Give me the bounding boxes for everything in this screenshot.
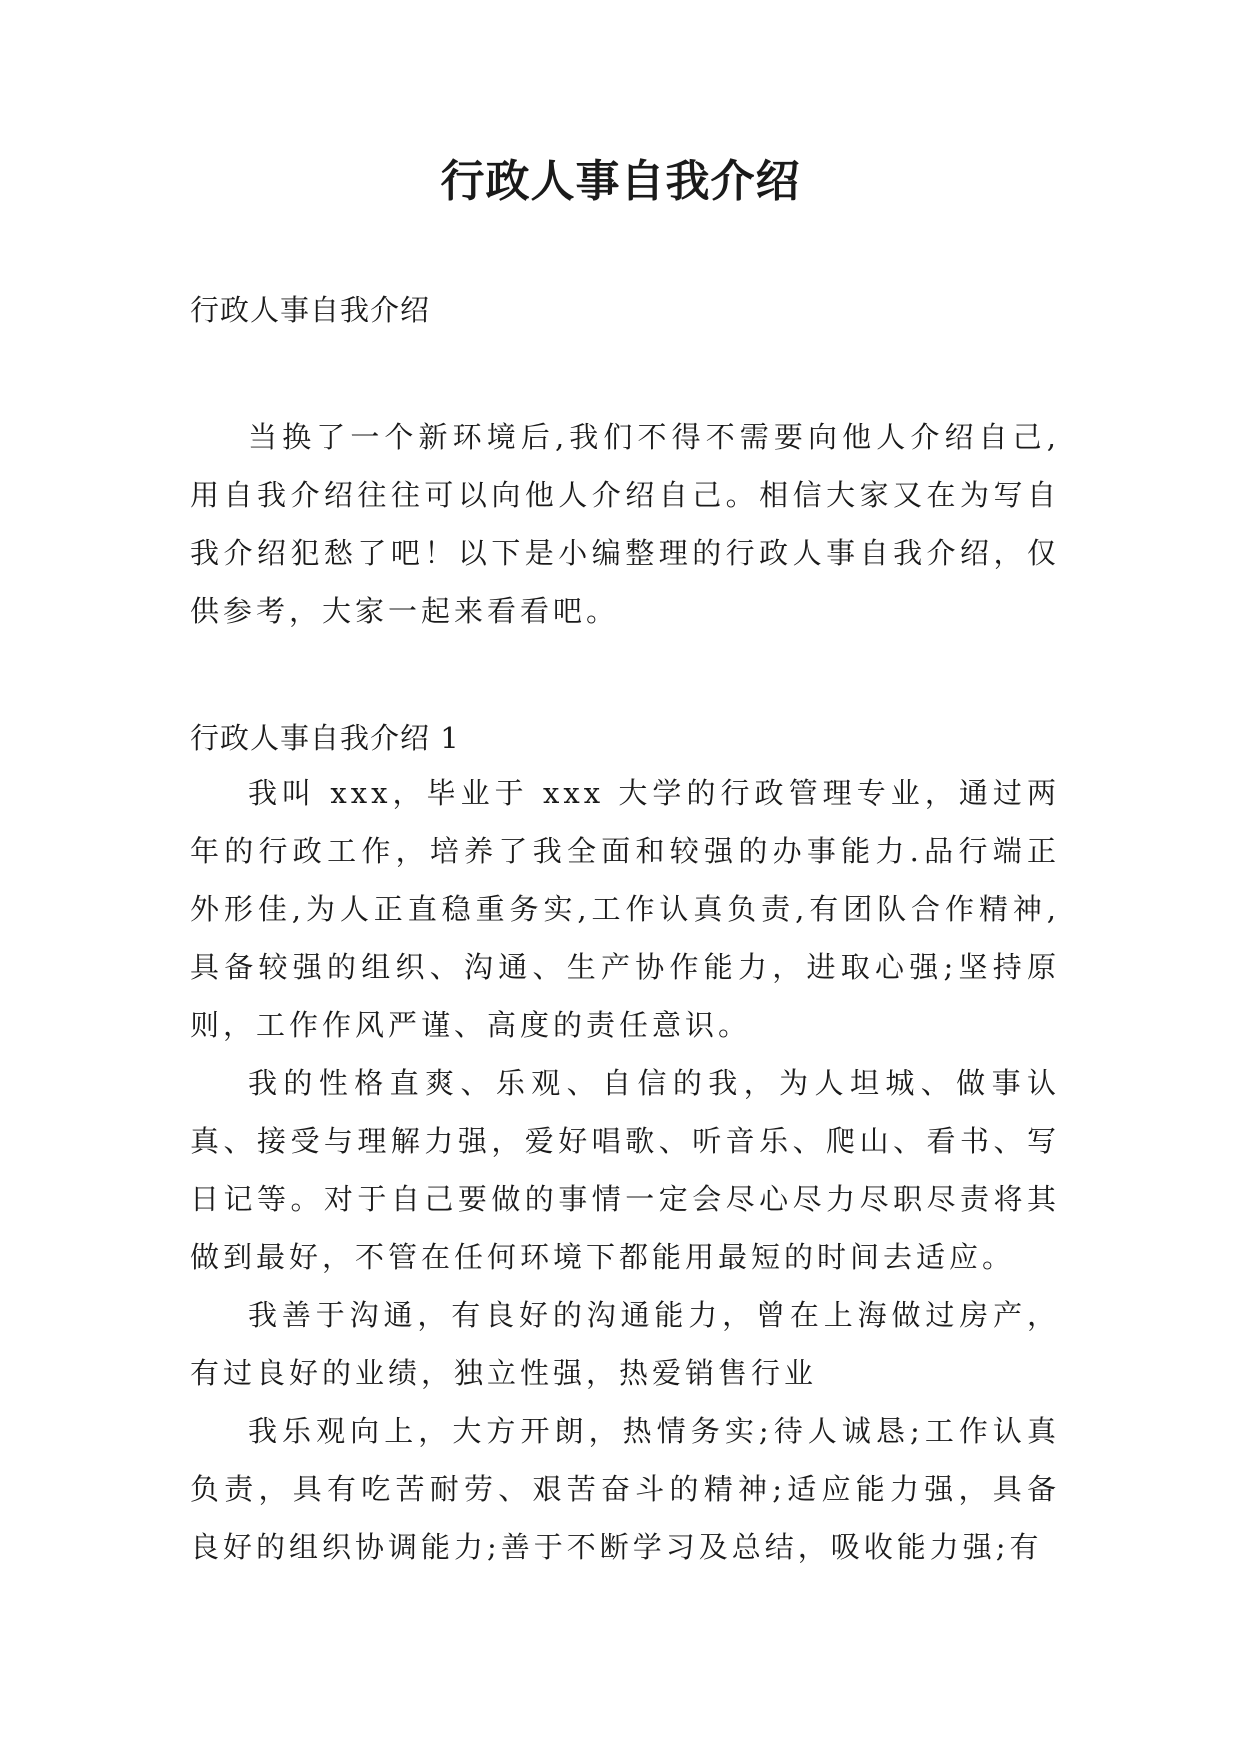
section-heading: 行政人事自我介绍 1: [190, 721, 460, 755]
document-body: [190, 290, 1060, 1576]
body-paragraph-4: 我乐观向上，大方开朗，热情务实;待人诚恳;工作认真负责，具有吃苦耐劳、艰苦奋斗的精神;适应能力强，具备良好的组织协调能力;善于不断学习及总结，吸收能力强;有: [190, 1414, 1060, 1564]
body-paragraph-2: 我的性格直爽、乐观、自信的我，为人坦城、做事认真、接受与理解力强，爱好唱歌、听音乐、爬山、看书、写日记等。对于自己要做的事情一定会尽心尽力尽职尽责将其做到最好，不管在任何环境下都能用最短的时间去适应。: [190, 1066, 1060, 1274]
body-paragraph-1: 我叫 xxx，毕业于 xxx 大学的行政管理专业，通过两年的行政工作，培养了我全面和较强的办事能力.品行端正外形佳,为人正直稳重务实,工作认真负责,有团队合作精神,具备较强的组织、沟通、生产协作能力，进取心强;坚持原则，工作作风严谨、高度的责任意识。: [190, 776, 1060, 1042]
intro-paragraph: 当换了一个新环境后,我们不得不需要向他人介绍自己,用自我介绍往往可以向他人介绍自己。相信大家又在为写自我介绍犯愁了吧！以下是小编整理的行政人事自我介绍，仅供参考，大家一起来看看吧。: [190, 420, 1060, 628]
document-subtitle: 行政人事自我介绍: [190, 293, 431, 327]
body-paragraph-3: 我善于沟通，有良好的沟通能力，曾在上海做过房产，有过良好的业绩，独立性强，热爱销售行业: [190, 1298, 1060, 1390]
document-title: 行政人事自我介绍: [440, 156, 801, 207]
